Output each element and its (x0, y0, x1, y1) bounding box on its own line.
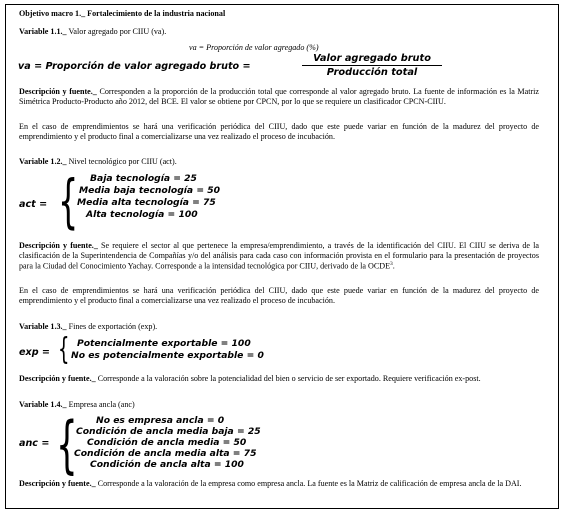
variable-1-4-description (19, 479, 539, 499)
variable-1-4-title: Variable 1.4._ (19, 400, 67, 409)
act-case-3: Media alta tecnología = 75 (77, 197, 216, 208)
va-formula-caption: va = Proporción de valor agregado (%) (189, 43, 319, 52)
anc-case-2: Condición de ancla media baja = 25 (76, 426, 261, 437)
exp-formula-lhs: exp = (19, 347, 50, 358)
act-case-2: Media baja tecnología = 50 (79, 185, 221, 196)
desc-label: Descripción y fuente._ (19, 479, 96, 488)
va-numerator: Valor agregado bruto (313, 53, 431, 64)
objective-header: Objetivo macro 1._ Fortalecimiento de la industria nacional (19, 9, 226, 18)
anc-case-1: No es empresa ancla = 0 (96, 415, 225, 426)
va-formula-lhs: va = Proporción de valor agregado bruto = (18, 61, 251, 72)
left-brace: { (58, 167, 79, 235)
variable-1-2-title: Variable 1.2._ (19, 157, 67, 166)
fraction-bar (302, 65, 442, 66)
left-brace: { (56, 408, 78, 481)
variable-1-1-name: Valor agregado por CIIU (va). (68, 27, 167, 36)
anc-case-3: Condición de ancla media = 50 (87, 437, 247, 448)
act-formula-lhs: act = (19, 199, 48, 210)
desc-end: . (392, 261, 395, 271)
variable-1-4-name: Empresa ancla (anc) (68, 400, 135, 409)
act-case-4: Alta tecnología = 100 (86, 209, 198, 220)
footnote-mark: 3 (390, 261, 393, 268)
desc-text: Se requiere el sector al que pertenece la empresa/emprendimiento, a través de la identificación del CIIU. El CIIU se deriva de la clasificación de la Superintendencia de Compañías y/o del análisis para cada caso con información provista en el formulario para la presentación de proyectos para la Ciudad del Conocimiento Yachay. Corresponde a la intensidad tecnológica por CIIU, derivado de la OCDE (19, 241, 540, 271)
exp-case-2: No es potencialmente exportable = 0 (71, 350, 264, 361)
act-case-1: Baja tecnología = 25 (90, 173, 197, 184)
desc-text: Corresponden a la proporción de la producción total que corresponde al valor agregado bruto. La fuente de información es la Matriz Simétrica Producto-Producto año 2012, del BCE. El valor se obtiene por CPCN, por lo que se requiere un clasificador CPCN-CIIU. (19, 87, 540, 106)
variable-1-3-heading (19, 322, 157, 332)
variable-1-2-note: En el caso de emprendimientos se hará una verificación periódica del CIIU, dado que este puede variar en función de la madurez del proyecto de emprendimiento y el producto final a comercializarse una vez realizado el proceso de incubación. (19, 286, 539, 305)
variable-1-3-description (19, 374, 539, 394)
variable-1-1-description (19, 87, 539, 117)
variable-1-2-name: Nivel tecnológico por CIIU (act). (68, 157, 177, 166)
desc-label: Descripción y fuente._ (19, 374, 96, 383)
desc-label: Descripción y fuente._ (19, 241, 98, 250)
anc-case-4: Condición de ancla media alta = 75 (74, 448, 257, 459)
desc-text: Corresponde a la valoración sobre la potencialidad del bien o servicio de ser exportado. Requiere verificación ex-post. (97, 374, 481, 383)
desc-text: Corresponde a la valoración de la empresa como empresa ancla. La fuente es la Matriz de calificación de empresa ancla de la DAI. (97, 479, 522, 488)
variable-1-3-name: Fines de exportación (exp). (68, 322, 158, 331)
variable-1-2-description (19, 241, 539, 281)
variable-1-1-title: Variable 1.1._ (19, 27, 67, 36)
va-denominator: Producción total (326, 67, 418, 78)
anc-case-5: Condición de ancla alta = 100 (90, 459, 244, 470)
variable-1-3-title: Variable 1.3._ (19, 322, 67, 331)
variable-1-1-heading (19, 27, 166, 37)
anc-formula-lhs: anc = (19, 438, 50, 449)
desc-label: Descripción y fuente._ (19, 87, 97, 96)
variable-1-1-note: En el caso de emprendimientos se hará una verificación periódica del CIIU, dado que este puede variar en función de la madurez del proyecto de emprendimiento y el producto final a comercializarse una vez realizado el proceso de incubación. (19, 122, 539, 141)
variable-1-2-heading (19, 157, 177, 167)
exp-case-1: Potencialmente exportable = 100 (77, 338, 251, 349)
left-brace: { (58, 332, 70, 367)
